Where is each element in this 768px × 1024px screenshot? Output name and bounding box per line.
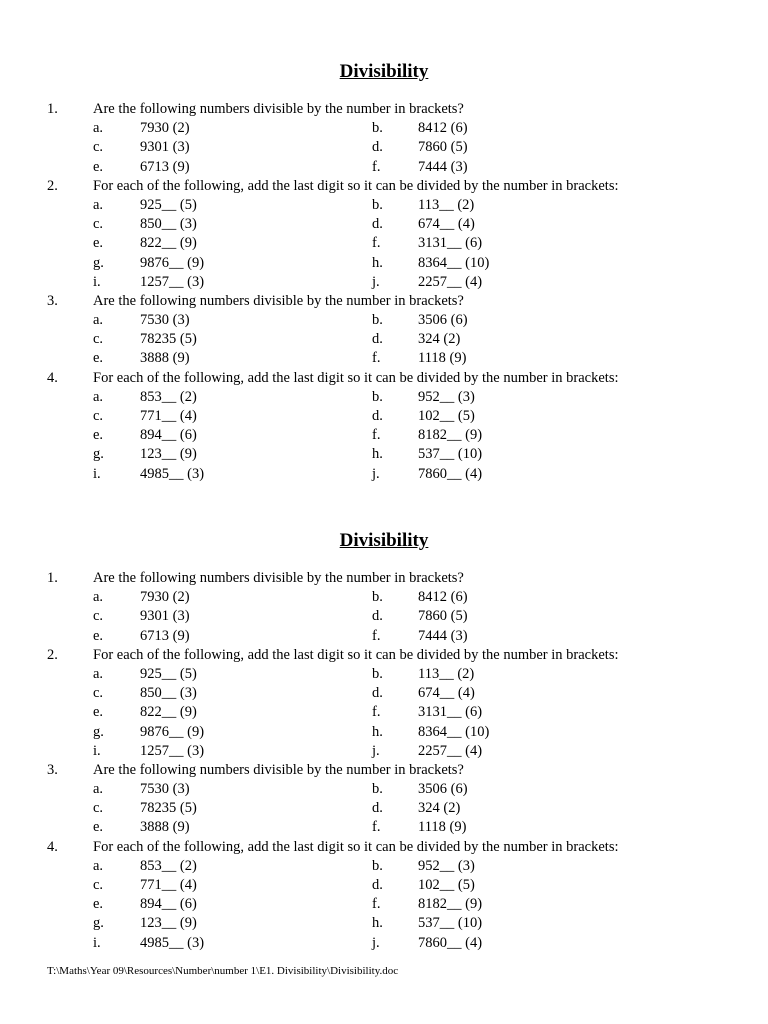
item-value: 324 (2) [418,800,461,817]
item-letter: d. [372,800,383,817]
question-text: For each of the following, add the last digit so it can be divided by the number in brackets: [93,177,619,194]
item-value: 8182__ (9) [418,896,483,913]
item-letter: d. [372,331,383,348]
item-letter: e. [93,427,104,444]
item-value: 6713 (9) [140,627,190,644]
item-letter: c. [93,800,104,817]
item-letter: j. [372,934,380,951]
item-value: 4985__ (3) [140,934,205,951]
item-value: 7860 (5) [418,608,468,625]
item-letter: a. [93,120,104,137]
item-value: 7860__ (4) [418,934,483,951]
item-value: 7860__ (4) [418,465,483,482]
item-letter: f. [372,158,381,175]
item-letter: c. [93,608,104,625]
question-number: 1. [47,570,58,586]
item-row [0,273,768,292]
item-letter: e. [93,235,104,252]
item-value: 9301 (3) [140,139,190,156]
item-value: 674__ (4) [418,216,475,233]
question-text: For each of the following, add the last digit so it can be divided by the number in brackets: [93,369,619,386]
item-value: 8412 (6) [418,589,468,606]
question-line [0,646,768,665]
item-row [0,588,768,607]
item-letter: g. [93,723,104,740]
item-letter: f. [372,896,381,913]
item-value: 3888 (9) [140,350,190,367]
section-title: Divisibility [339,530,429,551]
item-letter: d. [372,216,383,233]
question-line [0,838,768,857]
item-letter: f. [372,819,381,836]
item-row [0,330,768,349]
item-value: 7930 (2) [140,589,190,606]
item-row [0,407,768,426]
item-value: 1118 (9) [418,350,467,367]
item-row [0,254,768,273]
item-letter: f. [372,627,381,644]
item-letter: b. [372,781,383,798]
item-value: 8364__ (10) [418,254,490,271]
item-value: 3888 (9) [140,819,190,836]
question-number: 3. [47,761,58,778]
item-value: 822__ (9) [140,235,197,252]
item-value: 113__ (2) [418,665,475,682]
item-letter: i. [93,934,101,951]
item-value: 9876__ (9) [140,723,205,740]
item-value: 771__ (4) [140,408,197,424]
item-row [0,426,768,445]
item-letter: h. [372,915,383,932]
item-row [0,465,768,484]
item-value: 771__ (4) [140,877,197,893]
item-row [0,703,768,722]
item-letter: d. [372,408,383,424]
item-letter: e. [93,819,104,836]
item-value: 952__ (3) [418,857,475,874]
item-letter: e. [93,350,104,367]
item-value: 8182__ (9) [418,427,483,444]
item-row [0,665,768,684]
item-row [0,934,768,953]
item-value: 952__ (3) [418,388,475,405]
item-row [0,388,768,407]
item-letter: c. [93,331,104,348]
item-letter: a. [93,857,104,874]
question-line [0,292,768,311]
item-value: 7860 (5) [418,139,468,156]
item-letter: i. [93,742,101,759]
item-letter: d. [372,685,383,702]
item-row [0,742,768,761]
item-row [0,215,768,234]
item-value: 853__ (2) [140,388,197,405]
item-value: 113__ (2) [418,196,475,213]
worksheet-section [0,58,768,484]
question-line [0,100,768,119]
item-letter: a. [93,196,104,213]
question-number: 4. [47,838,58,855]
item-value: 3506 (6) [418,312,468,329]
item-row [0,138,768,157]
question-number: 1. [47,101,58,117]
item-letter: b. [372,589,383,606]
item-letter: c. [93,685,104,702]
item-letter: i. [93,273,101,290]
item-value: 78235 (5) [140,331,197,348]
question-text: Are the following numbers divisible by the number in brackets? [93,292,464,309]
item-letter: g. [93,254,104,271]
item-row [0,818,768,837]
item-letter: c. [93,139,104,156]
item-value: 822__ (9) [140,704,197,721]
item-value: 7444 (3) [418,627,468,644]
item-value: 2257__ (4) [418,742,483,759]
question-text: Are the following numbers divisible by the number in brackets? [93,570,464,586]
item-letter: e. [93,704,104,721]
item-letter: b. [372,312,383,329]
item-row [0,349,768,368]
item-value: 6713 (9) [140,158,190,175]
item-value: 123__ (9) [140,915,197,932]
item-value: 7530 (3) [140,312,190,329]
item-letter: e. [93,896,104,913]
question-line [0,369,768,388]
item-letter: c. [93,877,104,893]
item-letter: g. [93,915,104,932]
item-row [0,857,768,876]
item-value: 324 (2) [418,331,461,348]
question-line [0,569,768,588]
item-value: 4985__ (3) [140,465,205,482]
item-value: 1257__ (3) [140,273,205,290]
item-letter: j. [372,273,380,290]
item-letter: f. [372,704,381,721]
question-text: For each of the following, add the last digit so it can be divided by the number in brackets: [93,838,619,855]
worksheet-section [0,527,768,953]
item-value: 9876__ (9) [140,254,205,271]
item-value: 123__ (9) [140,446,197,463]
question-number: 4. [47,369,58,386]
item-row [0,445,768,464]
item-value: 1257__ (3) [140,742,205,759]
item-letter: a. [93,388,104,405]
item-value: 1118 (9) [418,819,467,836]
item-row [0,311,768,330]
item-letter: d. [372,608,383,625]
item-value: 7444 (3) [418,158,468,175]
question-text: Are the following numbers divisible by the number in brackets? [93,101,464,117]
item-letter: h. [372,254,383,271]
item-letter: g. [93,446,104,463]
item-letter: a. [93,781,104,798]
question-text: For each of the following, add the last digit so it can be divided by the number in brackets: [93,646,619,663]
item-row [0,607,768,626]
item-row [0,684,768,703]
item-letter: j. [372,742,380,759]
item-row [0,876,768,895]
question-line [0,177,768,196]
item-value: 2257__ (4) [418,273,483,290]
item-value: 3506 (6) [418,781,468,798]
item-value: 7530 (3) [140,781,190,798]
item-letter: h. [372,446,383,463]
question-number: 2. [47,646,58,663]
item-value: 3131__ (6) [418,235,483,252]
item-row [0,196,768,215]
item-value: 853__ (2) [140,857,197,874]
item-row [0,780,768,799]
item-row [0,799,768,818]
question-number: 2. [47,177,58,194]
item-letter: b. [372,665,383,682]
item-value: 894__ (6) [140,427,197,444]
item-value: 925__ (5) [140,196,197,213]
item-value: 537__ (10) [418,446,483,463]
item-value: 850__ (3) [140,685,197,702]
item-value: 674__ (4) [418,685,475,702]
item-value: 925__ (5) [140,665,197,682]
question-number: 3. [47,292,58,309]
item-value: 9301 (3) [140,608,190,625]
item-value: 102__ (5) [418,408,475,424]
item-letter: b. [372,857,383,874]
item-letter: c. [93,216,104,233]
item-value: 7930 (2) [140,120,190,137]
item-value: 537__ (10) [418,915,483,932]
item-value: 102__ (5) [418,877,475,893]
item-letter: a. [93,312,104,329]
item-letter: f. [372,350,381,367]
item-row [0,723,768,742]
item-letter: d. [372,139,383,156]
item-row [0,914,768,933]
item-value: 78235 (5) [140,800,197,817]
item-letter: h. [372,723,383,740]
item-letter: e. [93,158,104,175]
item-row [0,895,768,914]
item-letter: i. [93,465,101,482]
item-letter: a. [93,665,104,682]
item-letter: c. [93,408,104,424]
item-value: 850__ (3) [140,216,197,233]
item-letter: f. [372,427,381,444]
item-row [0,119,768,138]
item-letter: f. [372,235,381,252]
item-letter: d. [372,877,383,893]
question-text: Are the following numbers divisible by the number in brackets? [93,761,464,778]
item-row [0,158,768,177]
item-letter: e. [93,627,104,644]
section-title: Divisibility [339,61,429,82]
item-letter: b. [372,120,383,137]
item-letter: j. [372,465,380,482]
item-value: 8412 (6) [418,120,468,137]
item-value: 8364__ (10) [418,723,490,740]
item-row [0,234,768,253]
item-letter: b. [372,196,383,213]
item-letter: b. [372,388,383,405]
item-value: 3131__ (6) [418,704,483,721]
question-line [0,761,768,780]
file-path-footer: T:\Maths\Year 09\Resources\Number\number 1\E1. Divisibility\Divisibility.doc [47,965,399,977]
item-letter: a. [93,589,104,606]
item-value: 894__ (6) [140,896,197,913]
item-row [0,627,768,646]
